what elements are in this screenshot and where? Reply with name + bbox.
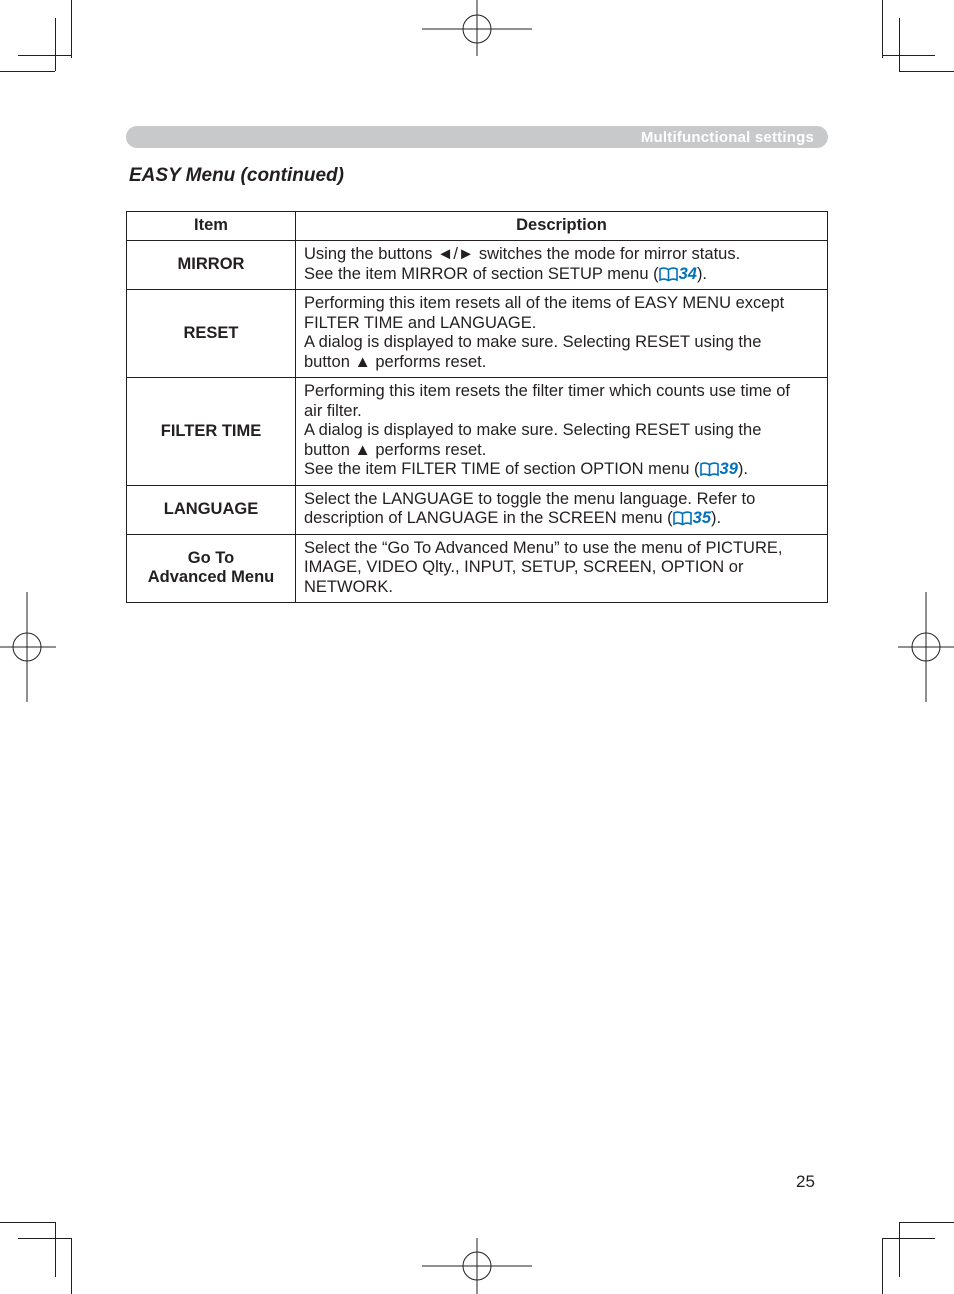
table-row-filter-time: [127, 378, 828, 486]
crop-mark-tr-v: [882, 0, 883, 58]
description-text: description of LANGUAGE in the SCREEN menu (: [304, 509, 673, 527]
book-icon: [673, 511, 692, 526]
crop-mark-tr-h2: [882, 55, 935, 56]
crop-mark-bl-h: [0, 1222, 55, 1223]
item-name-filter-time: FILTER TIME: [127, 378, 296, 486]
column-header-item: Item: [127, 212, 296, 241]
page-reference[interactable]: [700, 460, 738, 478]
book-icon: [659, 267, 678, 282]
column-header-description: Description: [296, 212, 828, 241]
description-reset: [296, 290, 828, 378]
registration-mark-left: [0, 592, 56, 702]
description-line: FILTER TIME and LANGUAGE.: [304, 313, 537, 332]
description-text: ).: [737, 460, 748, 478]
description-text: ).: [711, 509, 722, 527]
description-line: NETWORK.: [304, 577, 393, 596]
crop-mark-tl-v2: [55, 18, 56, 71]
registration-mark-right: [898, 592, 954, 702]
page-reference-number: 35: [692, 509, 712, 527]
item-name-language: LANGUAGE: [127, 485, 296, 534]
table-row-language: [127, 485, 828, 534]
registration-mark-top: [422, 0, 532, 56]
easy-menu-table: [126, 211, 828, 603]
crop-mark-bl-h2: [18, 1238, 71, 1239]
table-header-row: [127, 212, 828, 241]
description-line-with-ref: [304, 460, 820, 480]
description-line-with-ref: [304, 509, 820, 529]
page-reference-number: 39: [719, 460, 738, 478]
crop-mark-br-h2: [882, 1238, 935, 1239]
section-header-bar: [126, 126, 828, 148]
item-name-go-to-advanced-menu: [127, 534, 296, 603]
crop-mark-br-v2: [899, 1222, 900, 1277]
description-filter-time: [296, 378, 828, 486]
item-name-line: Go To: [187, 548, 235, 567]
description-line-with-ref: [304, 265, 820, 285]
description-line: IMAGE, VIDEO Qlty., INPUT, SETUP, SCREEN, OPTION or: [304, 558, 744, 576]
page-number: 25: [796, 1172, 815, 1191]
item-name-reset: RESET: [127, 290, 296, 378]
page-reference[interactable]: [673, 509, 711, 527]
description-line: A dialog is displayed to make sure. Selecting RESET using the: [304, 333, 762, 351]
description-language: [296, 485, 828, 534]
description-mirror: [296, 241, 828, 290]
page-reference-number: 34: [678, 264, 697, 283]
description-text: ).: [696, 264, 708, 283]
description-line: Select the LANGUAGE to toggle the menu language. Refer to: [304, 489, 756, 508]
crop-mark-tr-h: [899, 71, 954, 72]
crop-mark-tr-v2: [899, 18, 900, 71]
crop-mark-bl-v: [71, 1238, 72, 1294]
description-line: air filter.: [304, 401, 362, 420]
crop-mark-tl-h2: [18, 55, 71, 56]
description-go-to-advanced-menu: [296, 534, 828, 603]
crop-mark-tl-v: [71, 0, 72, 58]
description-line: Performing this item resets all of the items of EASY MENU except: [304, 294, 785, 312]
crop-mark-br-h: [899, 1222, 954, 1223]
table-row-go-to-advanced-menu: [127, 534, 828, 603]
book-icon: [700, 462, 719, 477]
page-title: EASY Menu (continued): [129, 165, 344, 186]
item-name-line: Advanced Menu: [147, 568, 275, 587]
description-text: See the item MIRROR of section SETUP menu (: [304, 264, 659, 283]
description-line: Using the buttons ◄/► switches the mode for mirror status.: [304, 245, 741, 263]
table-row-reset: [127, 290, 828, 378]
crop-mark-bl-v2: [55, 1222, 56, 1277]
crop-mark-tl-h: [0, 71, 55, 72]
description-line: A dialog is displayed to make sure. Selecting RESET using the: [304, 421, 762, 439]
registration-mark-bottom: [422, 1238, 532, 1294]
description-line: button ▲ performs reset.: [304, 440, 487, 459]
crop-mark-br-v: [882, 1238, 883, 1294]
description-line: Select the “Go To Advanced Menu” to use the menu of PICTURE,: [304, 538, 783, 557]
item-name-mirror: MIRROR: [127, 241, 296, 290]
page-reference[interactable]: [659, 265, 697, 283]
section-header-label: Multifunctional settings: [640, 129, 814, 146]
description-line: Performing this item resets the filter timer which counts use time of: [304, 382, 791, 400]
table-row-mirror: [127, 241, 828, 290]
description-text: See the item FILTER TIME of section OPTION menu (: [304, 460, 700, 478]
description-line: button ▲ performs reset.: [304, 352, 487, 371]
